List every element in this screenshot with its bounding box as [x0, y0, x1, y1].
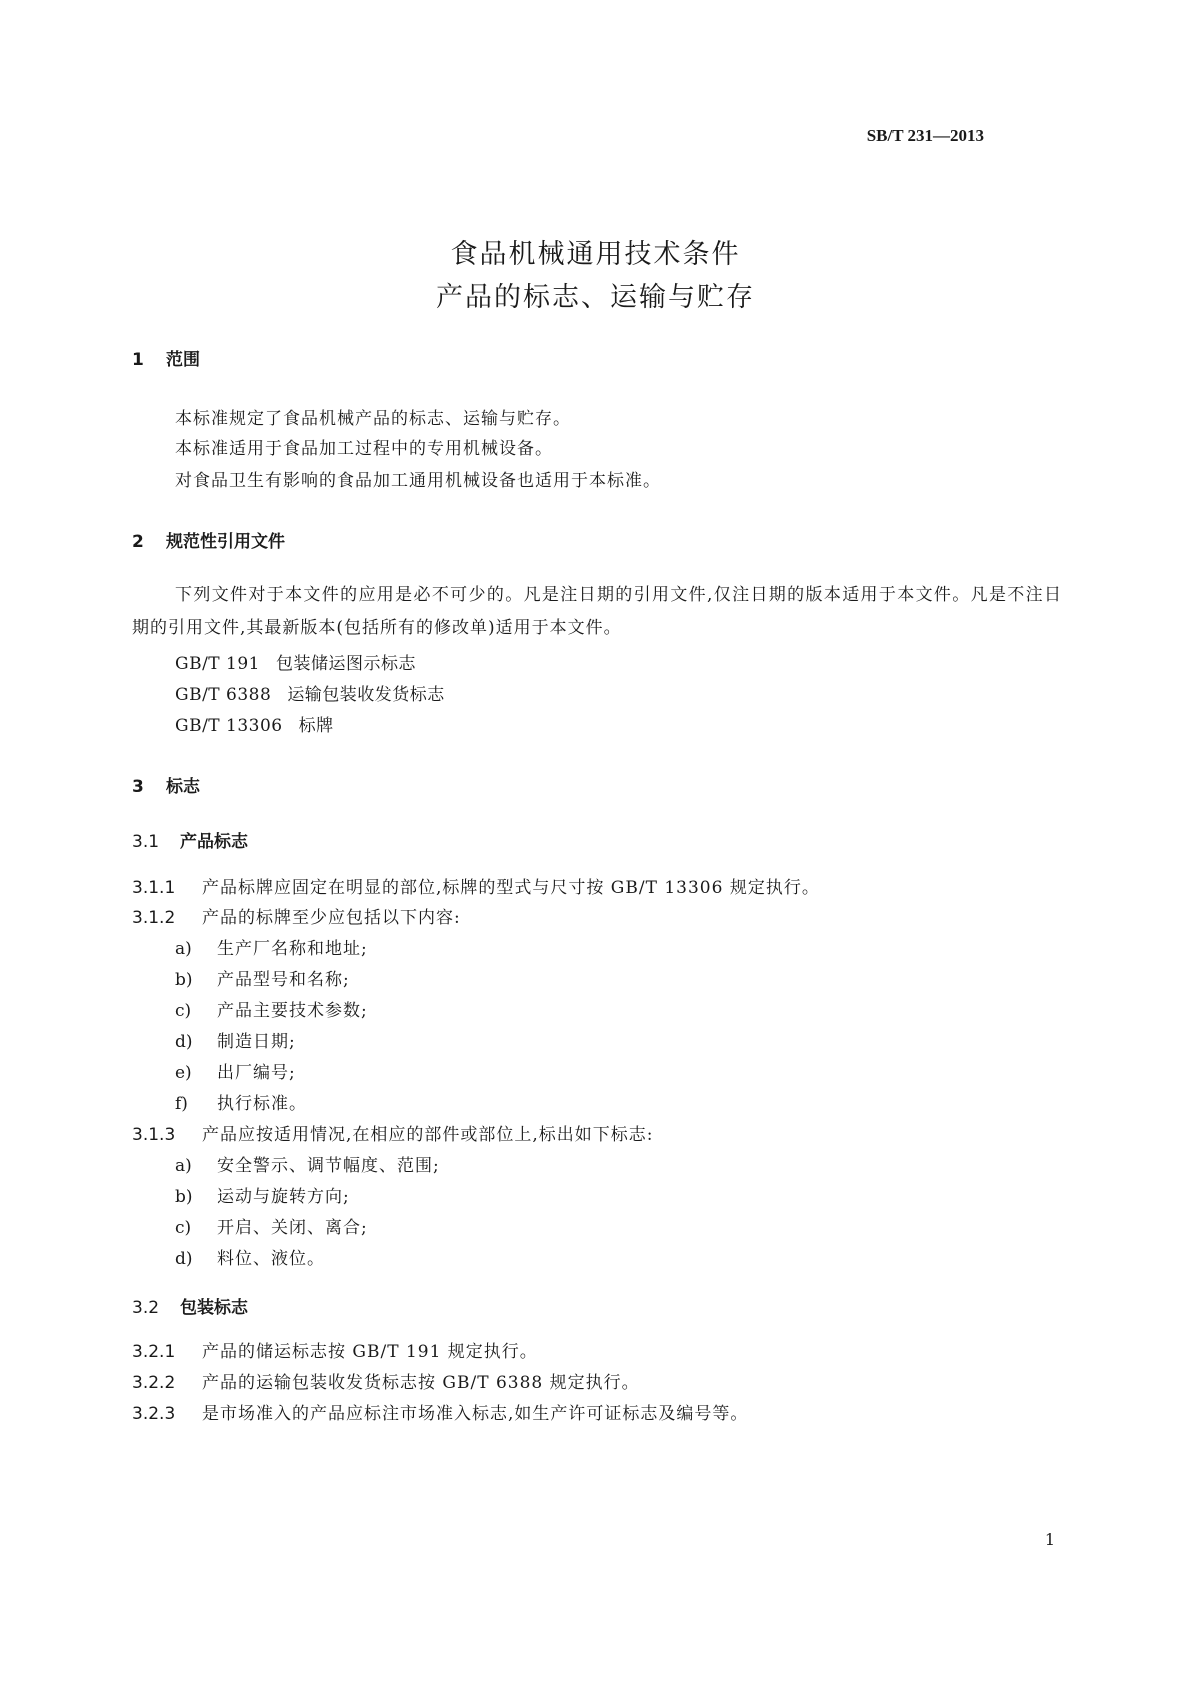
list-text: 运动与旋转方向; [217, 1187, 350, 1207]
reference-code: GB/T 191 [175, 654, 260, 674]
list-text: 制造日期; [217, 1032, 296, 1052]
section-2-heading [132, 527, 285, 552]
reference-title: 包装储运图示标志 [276, 654, 416, 674]
list-item [175, 934, 368, 959]
clause-number: 3.2.3 [132, 1404, 176, 1424]
list-text: 执行标准。 [217, 1094, 307, 1114]
clause-text: 产品标牌应固定在明显的部位,标牌的型式与尺寸按 GB/T 13306 规定执行。 [202, 878, 820, 898]
reference-code: GB/T 6388 [175, 685, 272, 705]
clause-3-2-2 [132, 1368, 640, 1393]
list-marker: b) [175, 970, 193, 990]
reference-title: 运输包装收发货标志 [287, 685, 445, 705]
clause-3-1-1 [132, 873, 820, 898]
list-item [175, 996, 368, 1021]
document-subtitle: 产品的标志、运输与贮存 [436, 282, 755, 313]
section-number: 2 [132, 532, 144, 552]
reference-item [175, 649, 416, 674]
subsection-number: 3.2 [132, 1298, 160, 1318]
list-marker: e) [175, 1063, 192, 1083]
list-marker: a) [175, 1156, 192, 1176]
clause-text: 产品的标牌至少应包括以下内容: [202, 908, 461, 928]
list-item [175, 1244, 325, 1269]
list-marker: a) [175, 939, 192, 959]
section-title: 范围 [166, 350, 200, 370]
section-title: 规范性引用文件 [166, 532, 285, 552]
list-marker: c) [175, 1218, 192, 1238]
clause-text: 产品的运输包装收发货标志按 GB/T 6388 规定执行。 [202, 1373, 640, 1393]
subsection-3-2-heading [132, 1293, 248, 1318]
list-marker: b) [175, 1187, 193, 1207]
subsection-3-1-heading [132, 827, 248, 852]
section-1-heading [132, 345, 200, 370]
list-item [175, 965, 350, 990]
paragraph: 本标准规定了食品机械产品的标志、运输与贮存。 [175, 409, 571, 429]
intro-paragraph: 下列文件对于本文件的应用是必不可少的。凡是注日期的引用文件,仅注日期的版本适用于本文件。凡是不注日期的引用文件,其最新版本(包括所有的修改单)适用于本文件。 [132, 585, 1062, 638]
list-item [175, 1182, 350, 1207]
list-item [175, 1151, 440, 1176]
list-marker: c) [175, 1001, 192, 1021]
list-text: 出厂编号; [217, 1063, 296, 1083]
clause-text: 是市场准入的产品应标注市场准入标志,如生产许可证标志及编号等。 [202, 1404, 749, 1424]
subsection-number: 3.1 [132, 832, 160, 852]
subsection-title: 包装标志 [180, 1298, 248, 1318]
list-item [175, 1058, 296, 1083]
page-number: 1 [1044, 1530, 1055, 1549]
clause-text: 产品应按适用情况,在相应的部件或部位上,标出如下标志: [202, 1125, 654, 1145]
clause-number: 3.1.3 [132, 1125, 176, 1145]
standard-code: SB/T 231—2013 [866, 126, 984, 145]
list-text: 安全警示、调节幅度、范围; [217, 1156, 440, 1176]
paragraph: 本标准适用于食品加工过程中的专用机械设备。 [175, 439, 553, 459]
reference-title: 标牌 [298, 716, 334, 736]
list-text: 料位、液位。 [217, 1249, 325, 1269]
clause-number: 3.2.2 [132, 1373, 176, 1393]
reference-item [175, 711, 334, 736]
list-item [175, 1027, 296, 1052]
section-title: 标志 [166, 777, 200, 797]
clause-3-2-1 [132, 1337, 538, 1362]
paragraph: 对食品卫生有影响的食品加工通用机械设备也适用于本标准。 [175, 471, 661, 491]
list-item [175, 1213, 368, 1238]
clause-number: 3.1.2 [132, 908, 176, 928]
list-text: 产品主要技术参数; [217, 1001, 368, 1021]
clause-number: 3.2.1 [132, 1342, 176, 1362]
clause-3-1-3 [132, 1120, 654, 1145]
clause-number: 3.1.1 [132, 878, 176, 898]
reference-item [175, 680, 445, 705]
section-number: 1 [132, 350, 144, 370]
clause-text: 产品的储运标志按 GB/T 191 规定执行。 [202, 1342, 538, 1362]
section-3-heading [132, 772, 200, 797]
list-text: 生产厂名称和地址; [217, 939, 368, 959]
list-marker: f) [175, 1094, 188, 1114]
list-text: 开启、关闭、离合; [217, 1218, 368, 1238]
clause-3-1-2 [132, 903, 461, 928]
list-marker: d) [175, 1249, 193, 1269]
subsection-title: 产品标志 [180, 832, 248, 852]
list-text: 产品型号和名称; [217, 970, 350, 990]
document-title: 食品机械通用技术条件 [450, 239, 741, 270]
section-number: 3 [132, 777, 144, 797]
list-marker: d) [175, 1032, 193, 1052]
reference-code: GB/T 13306 [175, 716, 283, 736]
clause-3-2-3 [132, 1399, 748, 1424]
list-item [175, 1089, 307, 1114]
